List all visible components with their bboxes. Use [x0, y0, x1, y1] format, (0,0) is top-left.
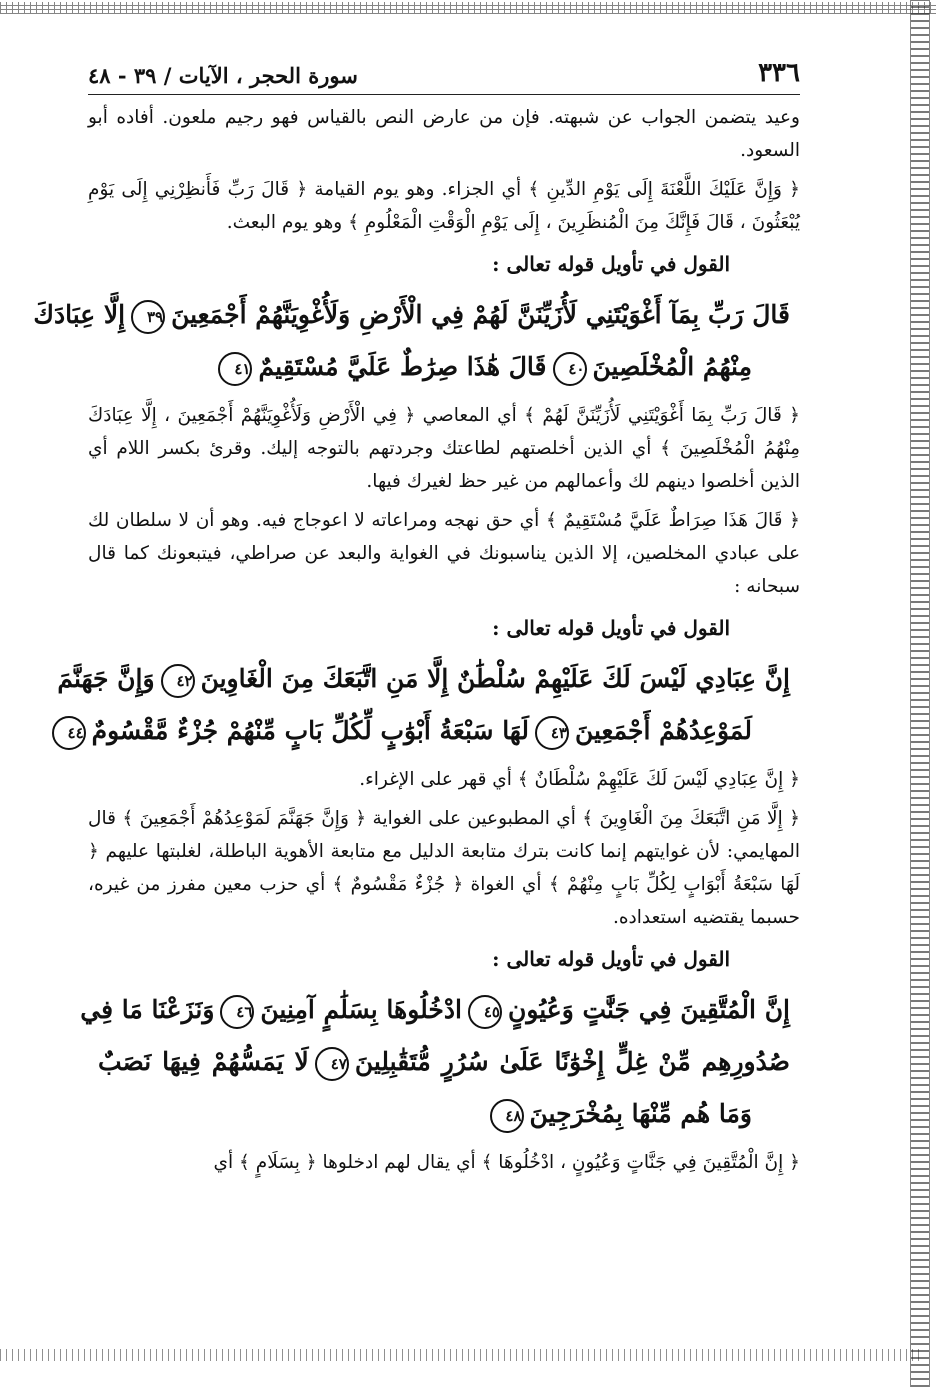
verse-text: وَمَا هُم مِّنْهَا بِمُخْرَجِينَ	[529, 1099, 752, 1128]
verse-line	[57, 653, 790, 705]
page-body	[33, 101, 800, 1179]
verse-text: قَالَ هَٰذَا صِرَٰطٌ عَلَيَّ مُسْتَقِيمٌ	[258, 352, 547, 381]
verse-text: إِنَّ الْمُتَّقِينَ فِي جَنَّٰتٍ وَعُيُونٍ	[507, 995, 790, 1024]
commentary-paragraph: ﴿ إِنَّ عِبَادِي لَيْسَ لَكَ عَلَيْهِمْ سُلْطَانٌ ﴾ أي قهر على الإغراء.	[359, 769, 800, 790]
verse-text: قَالَ رَبِّ بِمَآ أَغْوَيْتَنِي لَأُزَيِّنَنَّ لَهُمْ فِي الْأَرْضِ وَلَأُغْوِيَنَّهُمْ أَجْمَعِينَ	[171, 300, 790, 329]
section-heading: القول في تأويل قوله تعالى :	[492, 947, 730, 971]
verse-text: وَإِنَّ جَهَنَّمَ	[57, 664, 155, 693]
verse-line	[80, 984, 790, 1036]
verse-text: لَمَوْعِدُهُمْ أَجْمَعِينَ	[574, 716, 752, 745]
ayah-number-marker: ٤٨	[490, 1099, 524, 1133]
verse-line	[98, 1036, 790, 1088]
ayah-number-marker: ٤٦	[220, 995, 254, 1029]
verse-line	[67, 705, 790, 757]
verse-line	[98, 341, 790, 393]
surah-heading: سورة الحجر ، الآيات / ٣٩ - ٤٨	[88, 63, 358, 88]
commentary-paragraph: ﴿ وَإِنَّ عَلَيْكَ اللَّعْنَةَ إِلَى يَوْمِ الدِّينِ ﴾ أي الجزاء. وهو يوم القيامة ﴿ قَالَ رَبِّ فَأَنظِرْنِي إِلَى يَوْمِ يُبْعَثُونَ ، قَالَ فَإِنَّكَ مِنَ الْمُنظَرِينَ ، إِلَى يَوْمِ الْوَقْتِ الْمَعْلُومِ ﴾ وهو يوم البعث.	[88, 179, 800, 233]
bottom-border-ornament	[0, 1349, 920, 1361]
ayah-number-marker: ٤٤	[52, 716, 86, 750]
ayah-number-marker: ٤١	[218, 352, 252, 386]
verse-text: لَهَا سَبْعَةُ أَبْوَٰبٍ لِّكُلِّ بَابٍ مِّنْهُمْ جُزْءٌ مَّقْسُومٌ	[91, 716, 529, 745]
ayah-number-marker: ٤٢	[161, 664, 195, 698]
ayah-number-marker: ٤٣	[535, 716, 569, 750]
ayah-number-marker: ٣٩	[131, 300, 165, 334]
right-border-ornament	[910, 0, 930, 1387]
verse-text: لَا يَمَسُّهُمْ فِيهَا نَصَبٌ	[98, 1047, 309, 1076]
verse-line	[33, 289, 790, 341]
verse-text: مِنْهُمُ الْمُخْلَصِينَ	[592, 352, 752, 381]
top-border-ornament	[0, 2, 936, 14]
book-page	[33, 48, 800, 1338]
commentary-paragraph: ﴿ إِلَّا مَنِ اتَّبَعَكَ مِنَ الْغَاوِينَ ﴾ أي المطبوعين على الغواية ﴿ وَإِنَّ جَهَنَّمَ لَمَوْعِدُهُمْ أَجْمَعِينَ ﴾ قال المهايمي: لأن غوايتهم إنما كانت بترك متابعة الدليل مع متابعة الأهوية الباطلة، لغلبتها عليهم ﴿ لَهَا سَبْعَةُ أَبْوَابٍ لِكُلِّ بَابٍ مِنْهُمْ ﴾ أي الغواة ﴿ جُزْءٌ مَقْسُومٌ ﴾ أي حزب معين مفرز من غيره، حسبما يقتضيه استعداده.	[88, 808, 800, 928]
verse-text: صُدُورِهِم مِّنْ غِلٍّ إِخْوَٰنًا عَلَىٰ سُرُرٍ مُّتَقَٰبِلِينَ	[354, 1047, 790, 1076]
quran-verse-block	[33, 289, 790, 393]
verse-text: إِنَّ عِبَادِي لَيْسَ لَكَ عَلَيْهِمْ سُلْطَٰنٌ إِلَّا مَنِ اتَّبَعَكَ مِنَ الْغَاوِينَ	[200, 664, 790, 693]
quran-verse-block	[57, 653, 790, 757]
commentary-paragraph: وعيد يتضمن الجواب عن شبهته. فإن من عارض النص بالقياس فهو رجيم ملعون. أفاده أبو السعود.	[88, 107, 800, 161]
running-header	[88, 48, 800, 95]
verse-line	[98, 1088, 790, 1140]
verse-text: وَنَزَعْنَا مَا فِي	[80, 995, 215, 1024]
verse-text: ادْخُلُوهَا بِسَلَٰمٍ آمِنِينَ	[260, 995, 462, 1024]
ayah-number-marker: ٤٥	[468, 995, 502, 1029]
commentary-paragraph: ﴿ قَالَ رَبِّ بِمَا أَغْوَيْتَنِي لَأُزَيِّنَنَّ لَهُمْ ﴾ أي المعاصي ﴿ فِي الْأَرْضِ وَلَأُغْوِيَنَّهُمْ أَجْمَعِينَ ، إِلَّا عِبَادَكَ مِنْهُمُ الْمُخْلَصِينَ ﴾ أي الذين أخلصتهم لطاعتك وجردتهم بالتوجه إليك. وقرئ بكسر اللام أي الذين أخلصوا دينهم لك وأعمالهم من غير حظ لغيرك فيها.	[88, 405, 800, 492]
section-heading: القول في تأويل قوله تعالى :	[492, 252, 730, 276]
ayah-number-marker: ٤٠	[553, 352, 587, 386]
section-heading: القول في تأويل قوله تعالى :	[492, 616, 730, 640]
commentary-paragraph: ﴿ إِنَّ الْمُتَّقِينَ فِي جَنَّاتٍ وَعُيُونٍ ، ادْخُلُوهَا ﴾ أي يقال لهم ادخلوها ﴿ بِسَلَامٍ ﴾ أي	[213, 1152, 800, 1173]
verse-text: إِلَّا عِبَادَكَ	[33, 300, 126, 329]
page-number: ٣٣٦	[758, 58, 800, 88]
quran-verse-block	[80, 984, 790, 1140]
ayah-number-marker: ٤٧	[315, 1047, 349, 1081]
commentary-paragraph: ﴿ قَالَ هَذَا صِرَاطٌ عَلَيَّ مُسْتَقِيمٌ ﴾ أي حق نهجه ومراعاته لا اعوجاج فيه. وهو أن لا سلطان لك على عبادي المخلصين، إلا الذين يناسبونك في الغواية والبعد عن صراطي، فيتبعونك كما قال سبحانه :	[88, 510, 800, 597]
